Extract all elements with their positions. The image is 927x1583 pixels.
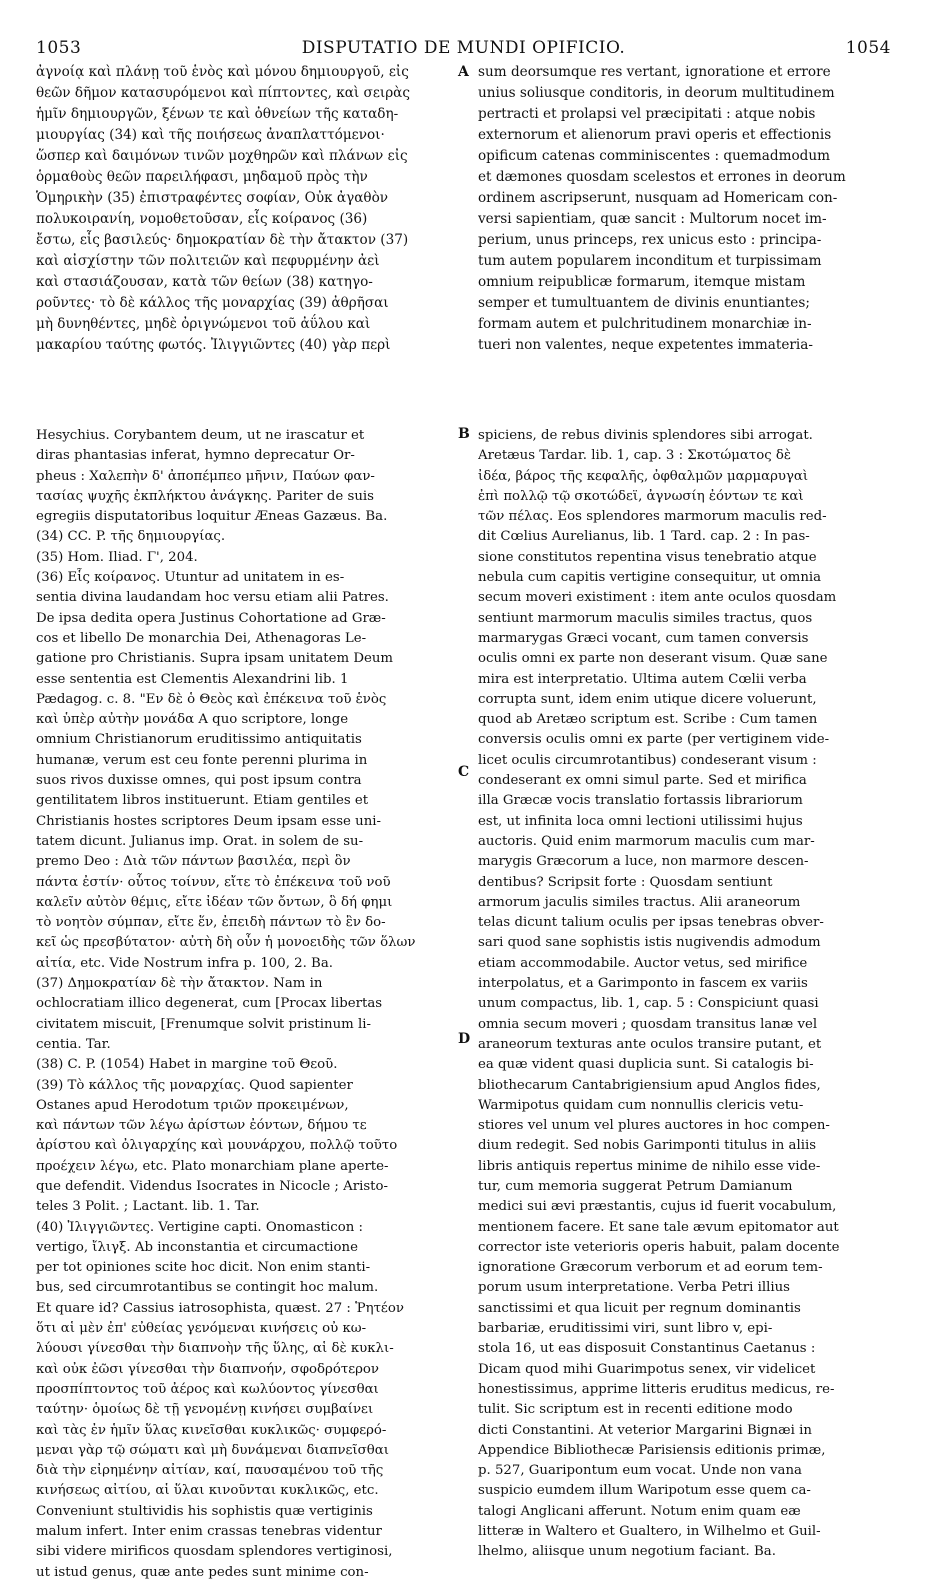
greek-text-line: μὴ δυνηθέντες, μηδὲ ὀριγνώμενοι τοῦ ἀΰλου καὶ bbox=[36, 316, 371, 332]
note-line: (38) C. P. (1054) Habet in margine τοῦ Θεοῦ. bbox=[36, 1057, 338, 1073]
note-line: marmarygas Græci vocant, cum tamen conversis bbox=[478, 630, 809, 646]
note-line: καὶ τὰς ἐν ἡμῖν ὕλας κινεῖσθαι κυκλικῶς· συμφερό- bbox=[36, 1422, 387, 1438]
note-line: secum moveri existiment : item ante oculos quosdam bbox=[478, 590, 837, 606]
note-line: Aretæus Tardar. lib. 1, cap. 3 : Σκοτώματος δὲ bbox=[478, 448, 792, 464]
note-line: litteræ in Waltero et Gualtero, in Wilhelmo et Guil- bbox=[478, 1524, 821, 1540]
note-line: Dicam quod mihi Guarimpotus senex, vir videlicet bbox=[478, 1361, 816, 1377]
note-line: armorum jaculis similes tractus. Alii araneorum bbox=[478, 894, 801, 910]
latin-text-line: versi sapientiam, quæ sancit : Multorum nocet im- bbox=[478, 211, 827, 227]
note-line: ἰδέα, βάρος τῆς κεφαλῆς, ὀφθαλμῶν μαρμαρυγαὶ bbox=[478, 468, 809, 484]
note-line: que defendit. Videndus Isocrates in Nicocle ; Aristo- bbox=[36, 1178, 388, 1194]
latin-text-line: ordinem ascripserunt, nusquam ad Homericam con- bbox=[478, 190, 838, 206]
note-line: sentiunt marmorum maculis similes tractus, quos bbox=[478, 610, 813, 626]
note-line: egregiis disputatoribus loquitur Æneas Gazæus. Ba. bbox=[36, 509, 388, 525]
note-line: ἐπὶ πολλῷ τῷ σκοτώδεϊ, ἀγνωσίη ἐόντων τε καὶ bbox=[478, 488, 804, 504]
note-line: pheus : Χαλεπὴν δ' ἀποπέμπεο μῆνιν, Παύων φαν- bbox=[36, 468, 375, 484]
greek-text-column bbox=[36, 62, 451, 356]
note-line: auctoris. Quid enim marmorum maculis cum mar- bbox=[478, 833, 815, 849]
note-line: sanctissimi et qua licuit per regnum dominantis bbox=[478, 1300, 801, 1316]
note-line: ταύτην· ὁμοίως δὲ τῇ γενομένῃ κινήσει συμβαίνει bbox=[36, 1402, 374, 1418]
latin-text-line: unius soliusque conditoris, in deorum multitudinem bbox=[478, 85, 835, 101]
note-line: humanæ, verum est ceu fonte perenni plurima in bbox=[36, 752, 368, 768]
note-line: Appendice Bibliothecæ Parisiensis editionis primæ, bbox=[478, 1442, 826, 1458]
footnotes-left-column bbox=[36, 426, 451, 1583]
note-line: porum usum interpretatione. Verba Petri illius bbox=[478, 1280, 791, 1296]
note-line: καλεῖν αὐτὸν θέμις, εἴτε ἰδέαν τῶν ὄντων, ὃ δή φημι bbox=[36, 894, 393, 910]
section-marker-d: D bbox=[458, 1031, 471, 1047]
note-line: tur, cum memoria suggerat Petrum Damianum bbox=[478, 1178, 793, 1194]
note-line: dium redegit. Sed nobis Garimponti titulus in aliis bbox=[478, 1138, 817, 1154]
note-line: (36) Εἷς κοίρανος. Utuntur ad unitatem in es- bbox=[36, 570, 345, 586]
greek-text-line: ὥσπερ καὶ δαιμόνων τινῶν μοχθηρῶν καὶ πλάνων εἰς bbox=[36, 148, 408, 164]
note-line: est, ut infinita loca omni lectioni utilissimi hujus bbox=[478, 813, 803, 829]
note-line: conversis oculis omni ex parte (per vertiginem vide- bbox=[478, 732, 830, 748]
note-line: marygis Græcorum a luce, non marmore descen- bbox=[478, 854, 809, 870]
greek-text-line: ἡμῖν δημιουργῶν, ξένων τε καὶ ὀθνείων τῆς καταδη- bbox=[36, 106, 399, 122]
note-line: Conveniunt stultividis his sophistis quæ vertiginis bbox=[36, 1503, 373, 1519]
note-line: κεῖ ὡς πρεσβύτατον· αὐτὴ δὴ οὖν ἡ μονοειδὴς τῶν ὅλων bbox=[36, 935, 416, 951]
note-line: oculis omni ex parte non deserant visum. Quæ sane bbox=[478, 651, 828, 667]
note-line: Ostanes apud Herodotum τριῶν προκειμένων, bbox=[36, 1097, 349, 1113]
note-line: teles 3 Polit. ; Lactant. lib. 1. Tar. bbox=[36, 1199, 260, 1215]
note-line: (40) Ἰλιγγιῶντες. Vertigine capti. Onomasticon : bbox=[36, 1219, 363, 1235]
greek-text-line: καὶ στασιάζουσαν, κατὰ τῶν θείων (38) κατηγο- bbox=[36, 274, 373, 290]
note-line: suos rivos duxisse omnes, qui post ipsum contra bbox=[36, 773, 362, 789]
greek-text-line: θεῶν δῆμον κατασυρόμενοι καὶ πίπτοντες, καὶ σειρὰς bbox=[36, 85, 410, 101]
note-line: κινήσεως αἰτίου, αἱ ὕλαι κινοῦνται κυκλικῶς, etc. bbox=[36, 1483, 379, 1499]
footnotes-right-column bbox=[478, 426, 892, 1563]
note-line: (39) Τὸ κάλλος τῆς μοναρχίας. Quod sapienter bbox=[36, 1077, 353, 1093]
latin-text-line: opificum catenas comminiscentes : quemadmodum bbox=[478, 148, 831, 164]
column-separator bbox=[36, 410, 892, 411]
latin-text-line: semper et tumultuantem de divinis enuntiantes; bbox=[478, 295, 810, 311]
note-line: ignoratione Græcorum verborum et ad eorum tem- bbox=[478, 1260, 823, 1276]
note-line: tatem dicunt. Julianus imp. Orat. in solem de su- bbox=[36, 833, 364, 849]
note-line: ut istud genus, quæ ante pedes sunt minime con- bbox=[36, 1564, 369, 1580]
note-line: μεναι γὰρ τῷ σώματι καὶ μὴ δυνάμεναι διαπνεῖσθαι bbox=[36, 1442, 389, 1458]
running-title: DISPUTATIO DE MUNDI OPIFICIO. bbox=[301, 38, 626, 58]
note-line: corrector iste veterioris operis habuit, palam docente bbox=[478, 1239, 840, 1255]
note-line: telas dicunt talium oculis per ipsas tenebras obver- bbox=[478, 915, 824, 931]
note-line: προέχειν λέγω, etc. Plato monarchiam plane aperte- bbox=[36, 1158, 389, 1174]
greek-text-line: μιουργίας (34) καὶ τῆς ποιήσεως ἀναπλαττόμενοι· bbox=[36, 127, 385, 143]
note-line: Hesychius. Corybantem deum, ut ne irascatur et bbox=[36, 428, 365, 443]
note-line: sione constitutos repentina visus tenebratio atque bbox=[478, 549, 817, 565]
note-line: barbariæ, eruditissimi viri, sunt libro v, epi- bbox=[478, 1321, 773, 1337]
note-line: (34) CC. P. τῆς δημιουργίας. bbox=[36, 529, 226, 545]
note-line: tulit. Sic scriptum est in recenti editione modo bbox=[478, 1402, 793, 1418]
note-line: omnia secum moveri ; quosdam transitus lanæ vel bbox=[478, 1016, 818, 1032]
note-line: corrupta sunt, idem enim utique dicere voluerunt, bbox=[478, 691, 817, 707]
note-line: stiores vel unum vel plures auctores in hoc compen- bbox=[478, 1118, 830, 1134]
note-line: ὅτι αἱ μὲν ἐπ' εὐθείας γενόμεναι κινήσεις οὐ κω- bbox=[36, 1321, 367, 1337]
note-line: araneorum texturas ante oculos transire putant, et bbox=[478, 1036, 822, 1052]
note-line: p. 527, Guaripontum eum vocat. Unde non vana bbox=[478, 1463, 802, 1479]
note-line: καὶ πάντων τῶν λέγω ἀρίστων ἐόντων, δήμου τε bbox=[36, 1118, 367, 1134]
latin-text-column bbox=[478, 62, 892, 356]
note-line: διὰ τὴν εἰρημένην αἰτίαν, καί, παυσαμένου τοῦ τῆς bbox=[36, 1463, 384, 1479]
note-line: illa Græcæ vocis translatio fortassis librariorum bbox=[478, 793, 803, 809]
page-number-right: 1054 bbox=[845, 38, 891, 58]
note-line: stola 16, ut eas disposuit Constantinus Caetanus : bbox=[478, 1341, 816, 1357]
note-line: omnium Christianorum eruditissimo antiquitatis bbox=[36, 732, 362, 748]
note-line: licet oculis circumrotantibus) condeserant visum : bbox=[478, 752, 817, 768]
page-number-left: 1053 bbox=[36, 38, 82, 58]
note-line: πάντα ἐστίν· οὗτος τοίνυν, εἴτε τὸ ἐπέκεινα τοῦ νοῦ bbox=[36, 874, 391, 890]
note-line: ea quæ vident quasi duplicia sunt. Si catalogis bi- bbox=[478, 1057, 814, 1073]
note-line: mira est interpretatio. Ultima autem Cœlii verba bbox=[478, 671, 807, 687]
note-line: mentionem facere. Et sane tale ævum epitomator aut bbox=[478, 1219, 839, 1235]
note-line: libris antiquis repertus minime de nihilo esse vide- bbox=[478, 1158, 821, 1174]
greek-text-line: ἀγνοίᾳ καὶ πλάνῃ τοῦ ἑνὸς καὶ μόνου δημιουργοῦ, εἰς bbox=[36, 64, 409, 80]
page-header bbox=[36, 38, 891, 64]
note-line: Warmipotus quidam cum nonnullis clericis vetu- bbox=[478, 1097, 804, 1113]
note-line: sentia divina laudandam hoc versu etiam alii Patres. bbox=[36, 590, 389, 606]
note-line: esse sententia est Clementis Alexandrini lib. 1 bbox=[36, 671, 349, 687]
note-line: dicti Constantini. At veterior Margarini Bignæi in bbox=[478, 1422, 812, 1438]
note-line: ochlocratiam illico degenerat, cum [Procax libertas bbox=[36, 996, 383, 1012]
note-line: λύουσι γίνεσθαι τὴν διαπνοὴν τῆς ὕλης, αἱ δὲ κυκλι- bbox=[36, 1341, 394, 1357]
greek-text-line: καὶ αἰσχίστην τῶν πολιτειῶν καὶ πεφυρμένην ἀεὶ bbox=[36, 253, 380, 269]
note-line: Christianis hostes scriptores Deum ipsam esse uni- bbox=[36, 813, 381, 829]
latin-text-line: externorum et alienorum pravi operis et effectionis bbox=[478, 127, 832, 143]
note-line: τασίας ψυχῆς ἐκπλήκτου ἀνάγκης. Pariter de suis bbox=[36, 488, 374, 504]
note-line: etiam accommodabile. Auctor vetus, sed mirifice bbox=[478, 955, 808, 971]
greek-text-line: ὁρμαθοὺς θεῶν παρειλήφασι, μηδαμοῦ πρὸς τὴν bbox=[36, 169, 368, 185]
note-line: malum infert. Inter enim crassas tenebras videntur bbox=[36, 1524, 382, 1540]
note-line: καὶ οὐκ ἐῶσι γίνεσθαι τὴν διαπνοήν, σφοδρότερον bbox=[36, 1361, 380, 1377]
note-line: per tot opiniones scite hoc dicit. Non enim stanti- bbox=[36, 1260, 371, 1276]
section-marker-b: B bbox=[458, 426, 470, 442]
note-line: diras phantasias inferat, hymno deprecatur Or- bbox=[36, 448, 355, 464]
greek-text-line: ἔστω, εἷς βασιλεύς· δημοκρατίαν δὲ τὴν ἄτακτον (37) bbox=[36, 232, 409, 248]
note-line: cos et libello De monarchia Dei, Athenagoras Le- bbox=[36, 630, 367, 646]
note-line: (35) Hom. Iliad. Γ', 204. bbox=[36, 549, 198, 565]
note-line: dentibus? Scripsit forte : Quosdam sentiunt bbox=[478, 874, 773, 890]
latin-text-line: omnium reipublicæ formarum, itemque mistam bbox=[478, 274, 806, 290]
note-line: interpolatus, et a Garimponto in fascem ex variis bbox=[478, 976, 808, 992]
note-line: De ipsa dedita opera Justinus Cohortatione ad Græ- bbox=[36, 610, 386, 626]
note-line: quod ab Aretæo scriptum est. Scribe : Cum tamen bbox=[478, 712, 818, 728]
greek-text-line: μακαρίου ταύτης φωτός. Ἰλιγγιῶντες (40) γὰρ περὶ bbox=[36, 337, 391, 353]
note-line: centia. Tar. bbox=[36, 1036, 111, 1052]
latin-text-line: tum autem popularem inconditum et turpissimam bbox=[478, 253, 822, 269]
note-line: προσπίπτοντος τοῦ ἀέρος καὶ κωλύοντος γίνεσθαι bbox=[36, 1381, 379, 1397]
note-line: sari quod sane sophistis istis nugivendis admodum bbox=[478, 935, 821, 951]
note-line: vertigo, ἴλιγξ. Ab inconstantia et circumactione bbox=[36, 1239, 358, 1255]
latin-text-line: tueri non valentes, neque expetentes immateria- bbox=[478, 337, 813, 353]
note-line: Pædagog. c. 8. "Εν δὲ ὁ Θεὸς καὶ ἐπέκεινα τοῦ ἑνὸς bbox=[36, 691, 387, 707]
note-line: bliothecarum Cantabrigiensium apud Anglos fides, bbox=[478, 1077, 821, 1093]
latin-text-line: sum deorsumque res vertant, ignoratione et errore bbox=[478, 64, 831, 80]
note-line: premo Deo : Διὰ τῶν πάντων βασιλέα, περὶ ὃν bbox=[36, 854, 351, 870]
note-line: Et quare id? Cassius iatrosophista, quæst. 27 : Ῥητέον bbox=[36, 1300, 404, 1316]
note-line: gatione pro Christianis. Supra ipsam unitatem Deum bbox=[36, 651, 394, 667]
greek-text-line: ροῦντες· τὸ δὲ κάλλος τῆς μοναρχίας (39) ἀθρῆσαι bbox=[36, 295, 389, 311]
note-line: suspicio eumdem illum Waripotum esse quem ca- bbox=[478, 1483, 811, 1499]
note-line: medici sui ævi præstantis, cujus id fuerit vocabulum, bbox=[478, 1199, 837, 1215]
note-line: dit Cœlius Aurelianus, lib. 1 Tard. cap. 2 : In pas- bbox=[478, 529, 810, 545]
note-line: gentilitatem libros instituerunt. Etiam gentiles et bbox=[36, 793, 369, 809]
note-line: condeserant ex omni simul parte. Sed et mirifica bbox=[478, 773, 807, 789]
note-line: ἀρίστου καὶ ὀλιγαρχίης καὶ μουνάρχου, πολλῷ τοῦτο bbox=[36, 1138, 398, 1154]
greek-text-line: Ὁμηρικὴν (35) ἐπιστραφέντες σοφίαν, Οὐκ ἀγαθὸν bbox=[36, 190, 389, 206]
note-line: bus, sed circumrotantibus se contingit hoc malum. bbox=[36, 1280, 379, 1296]
note-line: αἰτία, etc. Vide Nostrum infra p. 100, 2. Ba. bbox=[36, 955, 333, 971]
note-line: unum compactus, lib. 1, cap. 5 : Conspiciunt quasi bbox=[478, 996, 819, 1012]
note-line: sibi videre mirificos quosdam splendores vertiginosi, bbox=[36, 1544, 393, 1560]
latin-text-line: pertracti et prolapsi vel præcipitati : atque nobis bbox=[478, 106, 816, 122]
note-line: (37) Δημοκρατίαν δὲ τὴν ἄτακτον. Nam in bbox=[36, 976, 323, 992]
section-marker-a: A bbox=[458, 64, 469, 80]
note-line: καὶ ὑπὲρ αὐτὴν μονάδα A quo scriptore, longe bbox=[36, 712, 349, 728]
greek-text-line: πολυκοιρανίη, νομοθετοῦσαν, εἷς κοίρανος (36) bbox=[36, 211, 368, 227]
latin-text-line: et dæmones quosdam scelestos et errones in deorum bbox=[478, 169, 846, 185]
note-line: τῶν πέλας. Eos splendores marmorum maculis red- bbox=[478, 509, 827, 525]
note-line: civitatem miscuit, [Frenumque solvit pristinum li- bbox=[36, 1016, 371, 1032]
note-line: talogi Anglicani afferunt. Notum enim quam eæ bbox=[478, 1503, 801, 1519]
note-line: nebula cum capitis vertigine consequitur, ut omnia bbox=[478, 570, 822, 586]
note-line: honestissimus, apprime litteris eruditus medicus, re- bbox=[478, 1381, 835, 1397]
latin-text-line: formam autem et pulchritudinem monarchiæ in- bbox=[478, 316, 812, 332]
note-line: τὸ νοητὸν σύμπαν, εἴτε ἕν, ἐπειδὴ πάντων τὸ ἓν δο- bbox=[36, 915, 386, 931]
latin-text-line: perium, unus princeps, rex unicus esto : principa- bbox=[478, 232, 822, 248]
section-marker-c: C bbox=[458, 764, 470, 780]
note-line: lhelmo, aliisque unum negotium faciant. Ba. bbox=[478, 1544, 776, 1560]
note-line: spiciens, de rebus divinis splendores sibi arrogat. bbox=[478, 428, 813, 443]
